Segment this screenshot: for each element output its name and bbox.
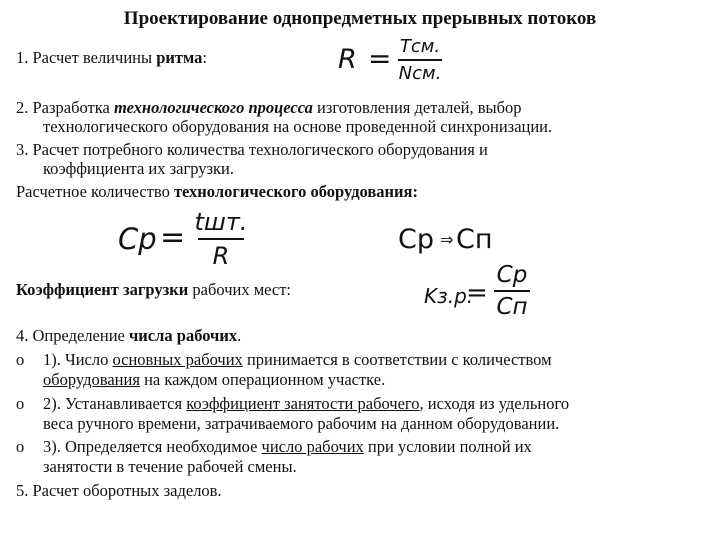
bullet-2-after: , исходя из удельного xyxy=(419,394,570,413)
fraction-bar xyxy=(398,59,442,61)
formula-rhythm-fraction xyxy=(398,36,442,84)
equipment-heading-prefix: Расчетное количество xyxy=(16,182,174,201)
formula-rhythm-eq: = xyxy=(368,42,392,75)
item-1-suffix: : xyxy=(202,48,207,67)
item-4-prefix: 4. Определение xyxy=(16,326,129,345)
item-4-bold: числа рабочих xyxy=(129,326,238,345)
formula-cp-den: R xyxy=(212,241,230,270)
bullet-3-before: 3). Определяется необходимое xyxy=(43,437,262,456)
bullet-1-before: 1). Число xyxy=(43,350,113,369)
bullet-1-line-2 xyxy=(43,370,385,390)
load-heading-bold: Коэффициент загрузки xyxy=(16,280,189,299)
item-2-prefix: 2. Разработка xyxy=(16,98,114,117)
bullet-1-marker: o xyxy=(16,350,25,369)
bullet-1-line-1 xyxy=(43,350,552,370)
item-2-bold-italic: технологического процесса xyxy=(113,98,313,117)
formula-cp-lhs: Cp xyxy=(118,222,157,256)
equipment-heading-bold: технологического оборудования: xyxy=(173,182,418,201)
load-heading-suffix: рабочих мест: xyxy=(188,280,291,299)
bullet-2-underlined: коэффициент занятости рабочего xyxy=(186,394,420,413)
bullet-3-line-1 xyxy=(43,437,532,457)
item-1-bold: ритма xyxy=(156,48,203,67)
formula-load-num: Cp xyxy=(496,262,528,288)
bullet-2-marker: o xyxy=(16,394,25,413)
formula-round-from: Cp xyxy=(398,224,434,255)
bullet-3-after: при условии полной их xyxy=(363,437,532,456)
bullet-3-marker: o xyxy=(16,437,25,456)
item-1 xyxy=(16,48,207,68)
formula-cp-eq: = xyxy=(160,220,186,255)
formula-load-lhs: Kз.р. xyxy=(424,284,474,308)
item-2-line-1 xyxy=(16,98,522,118)
formula-round-to: Cп xyxy=(456,224,493,255)
formula-cp-num: tшт. xyxy=(194,208,248,236)
fraction-bar xyxy=(494,290,530,292)
item-4-suffix: . xyxy=(237,326,242,345)
bullet-1-underlined: основных рабочих xyxy=(112,350,243,369)
arrow-right-icon: ⇒ xyxy=(440,230,454,249)
bullet-1-line-2-underlined: оборудования xyxy=(43,370,140,389)
equipment-heading xyxy=(16,182,418,202)
bullet-3-underlined: число рабочих xyxy=(261,437,364,456)
bullet-2-line-1 xyxy=(43,394,569,414)
item-1-prefix: 1. Расчет величины xyxy=(16,48,157,67)
item-5: 5. Расчет оборотных заделов. xyxy=(16,481,222,500)
bullet-2-before: 2). Устанавливается xyxy=(43,394,187,413)
load-heading xyxy=(16,280,291,300)
formula-rhythm-num: Tсм. xyxy=(399,36,441,57)
formula-load-eq: = xyxy=(466,278,488,308)
bullet-1-line-2-rest: на каждом операционном участке. xyxy=(139,370,386,389)
fraction-bar xyxy=(198,238,244,240)
formula-load-fraction xyxy=(494,262,530,320)
bullet-2-line-2: веса ручного времени, затрачиваемого рабочим на данном оборудовании. xyxy=(43,414,560,433)
formula-rhythm-den: Nсм. xyxy=(398,62,442,84)
item-3-line-2: коэффициента их загрузки. xyxy=(43,159,234,178)
formula-rhythm-lhs: R xyxy=(338,44,357,75)
formula-cp-fraction xyxy=(194,208,248,270)
bullet-1-after: принимается в соответствии с количеством xyxy=(242,350,552,369)
item-4 xyxy=(16,326,241,346)
item-2-line-2: технологического оборудования на основе проведенной синхронизации. xyxy=(43,117,553,136)
item-2-suffix: изготовления деталей, выбор xyxy=(312,98,522,117)
item-3-line-1: 3. Расчет потребного количества технологического оборудования и xyxy=(16,140,488,159)
slide-title: Проектирование однопредметных прерывных потоков xyxy=(123,8,597,29)
formula-load-den: Cп xyxy=(496,293,528,320)
bullet-3-line-2: занятости в течение рабочей смены. xyxy=(43,457,297,476)
